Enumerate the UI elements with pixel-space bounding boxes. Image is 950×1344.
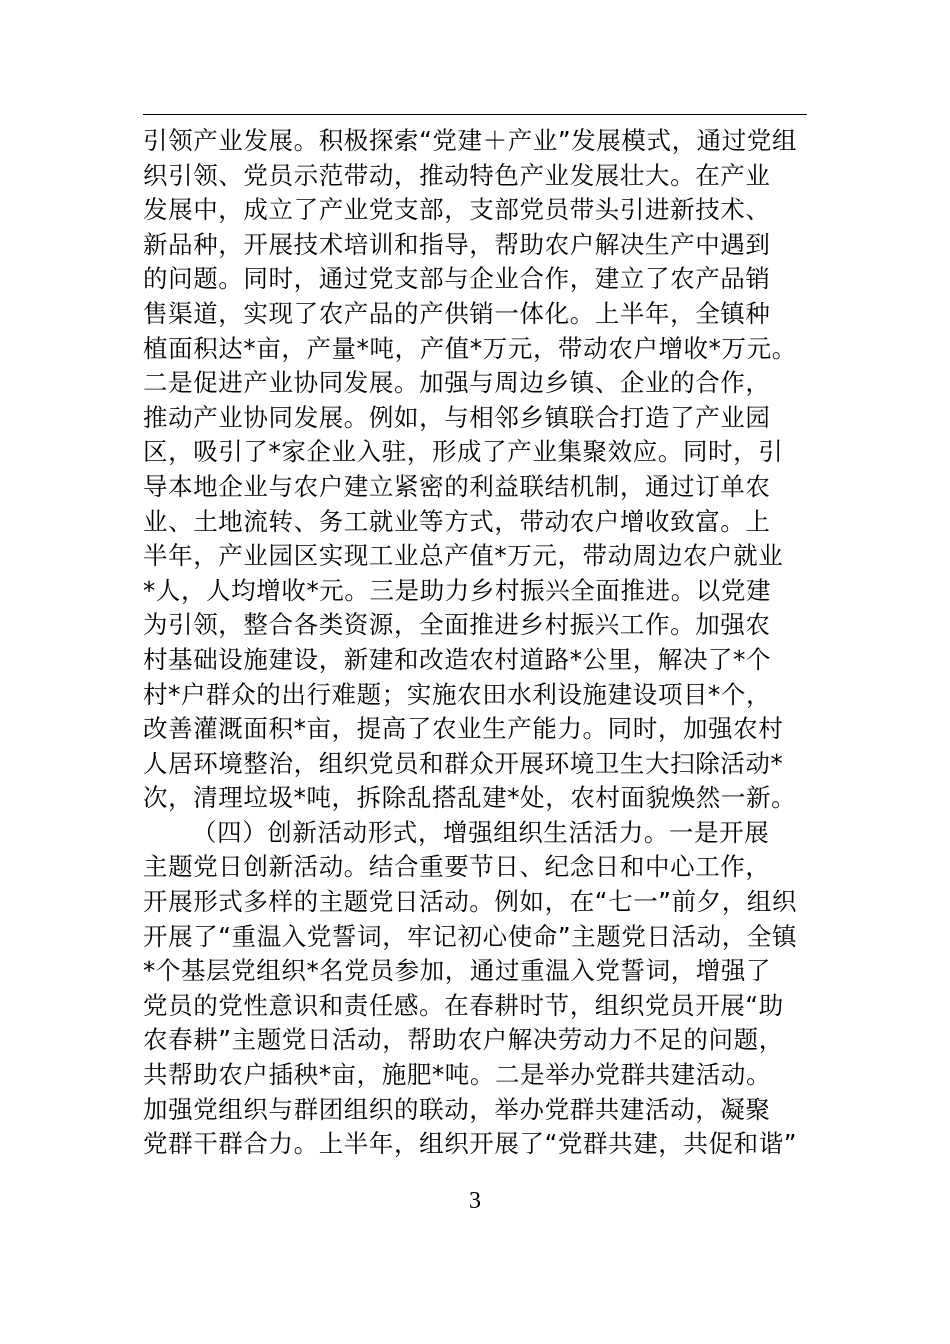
text-line: 加强党组织与群团组织的联动，举办党群共建活动，凝聚 xyxy=(143,1094,771,1124)
text-line: 半年，产业园区实现工业总产值*万元，带动周边农户就业 xyxy=(143,541,784,571)
text-line: 党员的党性意识和责任感。在春耕时节，组织党员开展“助 xyxy=(143,990,784,1020)
text-line: 村*户群众的出行难题；实施农田水利设施建设项目*个， xyxy=(143,679,772,709)
text-line: 植面积达*亩，产量*吨，产值*万元，带动农户增收*万元。 xyxy=(143,333,797,363)
text-line: 开展形式多样的主题党日活动。例如，在“七一”前夕，组织 xyxy=(143,887,798,917)
text-line: *个基层党组织*名党员参加，通过重温入党誓词，增强了 xyxy=(143,956,772,986)
body-text xyxy=(143,124,807,1162)
text-line: 党群干群合力。上半年，组织开展了“党群共建，共促和谐” xyxy=(143,1129,798,1159)
text-line: 主题党日创新活动。结合重要节日、纪念日和中心工作， xyxy=(143,852,771,882)
text-line: 推动产业协同发展。例如，与相邻乡镇联合打造了产业园 xyxy=(143,402,771,432)
text-line: 次，清理垃圾*吨，拆除乱搭乱建*处，农村面貌焕然一新。 xyxy=(143,783,797,813)
text-line: *人，人均增收*元。三是助力乡村振兴全面推进。以党建 xyxy=(143,575,772,605)
text-line: 人居环境整治，组织党员和群众开展环境卫生大扫除活动* xyxy=(143,748,784,778)
text-line: 的问题。同时，通过党支部与企业合作，建立了农产品销 xyxy=(143,264,771,294)
text-line: 二是促进产业协同发展。加强与周边乡镇、企业的合作， xyxy=(143,368,771,398)
text-line: 农春耕”主题党日活动，帮助农户解决劳动力不足的问题， xyxy=(143,1025,784,1055)
text-line: 引领产业发展。积极探索“党建＋产业”发展模式，通过党组 xyxy=(143,126,798,155)
text-line: 业、土地流转、务工就业等方式，带动农户增收致富。上 xyxy=(143,506,771,536)
section-heading-line: （四）创新活动形式，增强组织生活活力。一是开展 xyxy=(192,817,770,847)
text-line: 村基础设施建设，新建和改造农村道路*公里，解决了*个 xyxy=(143,644,772,674)
header-rule xyxy=(143,114,807,115)
text-line: 售渠道，实现了农产品的产供销一体化。上半年，全镇种 xyxy=(143,298,771,328)
text-line: 开展了“重温入党誓词，牢记初心使命”主题党日活动，全镇 xyxy=(143,921,798,951)
text-line: 为引领，整合各类资源，全面推进乡村振兴工作。加强农 xyxy=(143,610,771,640)
text-line: 织引领、党员示范带动，推动特色产业发展壮大。在产业 xyxy=(143,160,771,190)
text-line: 区，吸引了*家企业入驻，形成了产业集聚效应。同时，引 xyxy=(143,437,784,467)
text-line: 导本地企业与农户建立紧密的利益联结机制，通过订单农 xyxy=(143,471,771,501)
text-line: 改善灌溉面积*亩，提高了农业生产能力。同时，加强农村 xyxy=(143,714,784,744)
page-number: 3 xyxy=(469,1188,481,1214)
text-line: 发展中，成立了产业党支部，支部党员带头引进新技术、 xyxy=(143,195,771,225)
text-line: 共帮助农户插秧*亩，施肥*吨。二是举办党群共建活动。 xyxy=(143,1060,772,1090)
text-line: 新品种，开展技术培训和指导，帮助农户解决生产中遇到 xyxy=(143,229,771,259)
